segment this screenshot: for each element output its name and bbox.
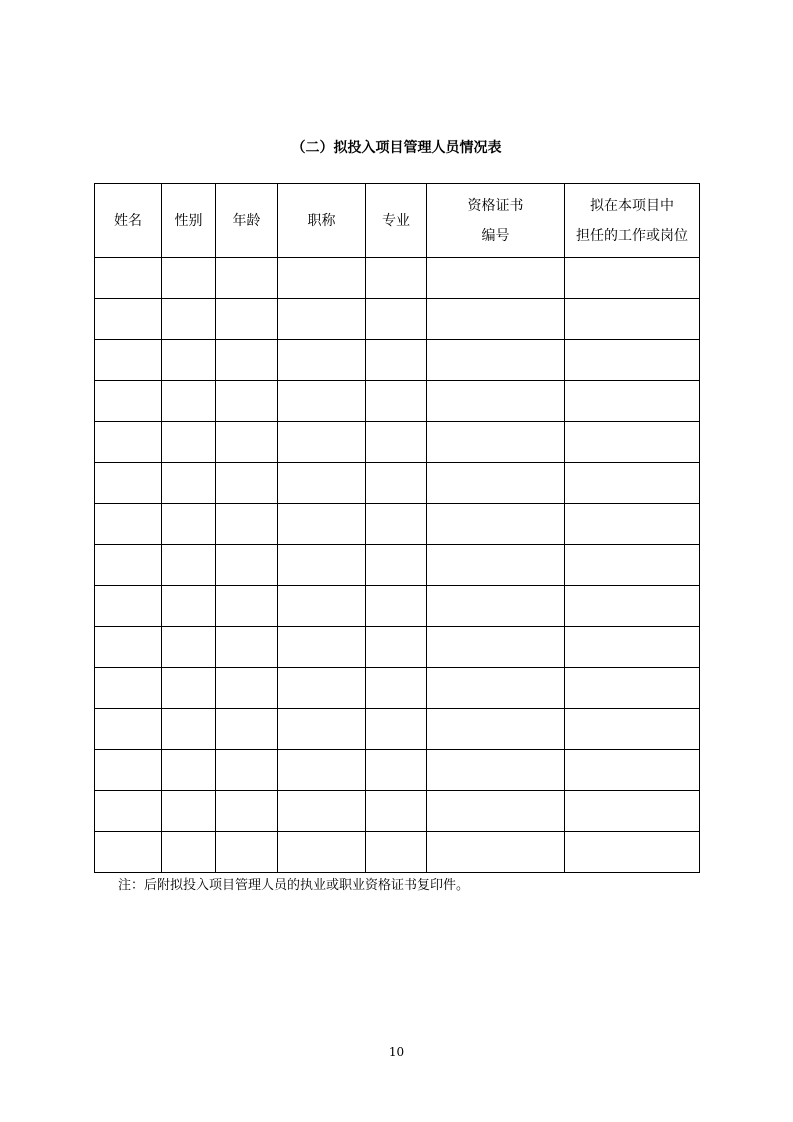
footnote: 注：后附拟投入项目管理人员的执业或职业资格证书复印件。 [118, 878, 470, 893]
table-cell [366, 463, 427, 504]
table-cell [162, 545, 216, 586]
table-cell [95, 668, 162, 709]
table-cell [427, 422, 565, 463]
page-title: （二）拟投入项目管理人员情况表 [291, 140, 502, 156]
table-cell [95, 299, 162, 340]
table-cell [162, 627, 216, 668]
table-cell [366, 504, 427, 545]
table-cell [162, 709, 216, 750]
table-cell [427, 832, 565, 873]
table-row [95, 463, 700, 504]
table-cell [216, 299, 278, 340]
table-row [95, 750, 700, 791]
table-cell [427, 258, 565, 299]
table-cell [565, 340, 700, 381]
table-cell [162, 422, 216, 463]
table-row [95, 422, 700, 463]
table-row [95, 504, 700, 545]
table-cell [278, 545, 366, 586]
table-cell [427, 627, 565, 668]
table-cell [95, 381, 162, 422]
table-cell [95, 545, 162, 586]
header-label: 年龄 [232, 212, 261, 229]
table-cell [565, 709, 700, 750]
table-cell [216, 463, 278, 504]
header-title [278, 184, 366, 258]
table-cell [427, 668, 565, 709]
table-cell [216, 791, 278, 832]
table-cell [366, 340, 427, 381]
table-cell [162, 340, 216, 381]
table-row [95, 340, 700, 381]
table-cell [95, 258, 162, 299]
table-cell [565, 627, 700, 668]
table-cell [366, 381, 427, 422]
table-cell [278, 422, 366, 463]
table-cell [162, 668, 216, 709]
table-cell [427, 340, 565, 381]
table-cell [95, 340, 162, 381]
header-label-line1: 拟在本项目中 [590, 197, 674, 214]
header-age [216, 184, 278, 258]
header-label-line1: 资格证书 [467, 197, 524, 214]
table-cell [427, 381, 565, 422]
table-cell [278, 340, 366, 381]
table-cell [216, 340, 278, 381]
table-row [95, 299, 700, 340]
header-label: 专业 [382, 212, 410, 229]
table-cell [162, 299, 216, 340]
header-label: 性别 [174, 212, 203, 229]
header-label: 职称 [307, 212, 336, 229]
table-cell [565, 586, 700, 627]
table-cell [162, 463, 216, 504]
table-cell [278, 750, 366, 791]
table-cell [216, 709, 278, 750]
table-row [95, 627, 700, 668]
table-cell [427, 504, 565, 545]
table-cell [216, 750, 278, 791]
table-cell [366, 627, 427, 668]
table-cell [162, 586, 216, 627]
table-cell [366, 586, 427, 627]
table-cell [95, 709, 162, 750]
table-row [95, 668, 700, 709]
table-cell [366, 709, 427, 750]
header-label-line2: 担任的工作或岗位 [576, 227, 688, 244]
header-certificate-number [427, 184, 565, 258]
table-cell [565, 422, 700, 463]
table-cell [366, 258, 427, 299]
table-row [95, 545, 700, 586]
table-cell [95, 750, 162, 791]
table-cell [278, 832, 366, 873]
table-cell [366, 422, 427, 463]
table-cell [216, 381, 278, 422]
table-cell [565, 299, 700, 340]
table-cell [565, 463, 700, 504]
table-cell [162, 791, 216, 832]
table-cell [565, 668, 700, 709]
table-cell [427, 545, 565, 586]
table-cell [565, 545, 700, 586]
header-name [95, 184, 162, 258]
table-cell [216, 504, 278, 545]
table-cell [216, 422, 278, 463]
table-row [95, 586, 700, 627]
table-cell [278, 668, 366, 709]
table-header-row [95, 184, 700, 258]
table-row [95, 832, 700, 873]
table-cell [278, 381, 366, 422]
table-cell [162, 258, 216, 299]
table-row [95, 791, 700, 832]
table-cell [95, 791, 162, 832]
header-label-line2: 编号 [481, 227, 510, 244]
table-cell [427, 299, 565, 340]
table-cell [278, 791, 366, 832]
table-cell [427, 586, 565, 627]
table-row [95, 709, 700, 750]
page-number: 10 [388, 1045, 405, 1059]
table-cell [427, 791, 565, 832]
table-row [95, 381, 700, 422]
table-cell [278, 258, 366, 299]
table-cell [565, 504, 700, 545]
table-cell [162, 381, 216, 422]
header-gender [162, 184, 216, 258]
personnel-table [94, 183, 700, 873]
table-cell [278, 627, 366, 668]
table-cell [565, 258, 700, 299]
table-cell [278, 299, 366, 340]
table-cell [366, 299, 427, 340]
table-cell [278, 504, 366, 545]
table-cell [216, 586, 278, 627]
table-cell [427, 750, 565, 791]
table-cell [366, 545, 427, 586]
table-cell [95, 504, 162, 545]
table-cell [366, 750, 427, 791]
table-cell [278, 709, 366, 750]
table-cell [565, 791, 700, 832]
table-cell [366, 791, 427, 832]
table-cell [565, 832, 700, 873]
table-cell [95, 832, 162, 873]
table-cell [427, 709, 565, 750]
table-row [95, 258, 700, 299]
table-cell [366, 832, 427, 873]
table-cell [216, 258, 278, 299]
table-cell [95, 422, 162, 463]
table-cell [427, 463, 565, 504]
table-cell [278, 586, 366, 627]
table-cell [565, 381, 700, 422]
table-cell [216, 668, 278, 709]
table-cell [565, 750, 700, 791]
header-project-role [565, 184, 700, 258]
table-cell [162, 504, 216, 545]
table-cell [95, 463, 162, 504]
table-cell [278, 463, 366, 504]
table-cell [216, 545, 278, 586]
header-label: 姓名 [114, 212, 142, 229]
table-cell [366, 668, 427, 709]
table-cell [95, 627, 162, 668]
table-cell [162, 750, 216, 791]
table-body [95, 258, 700, 873]
header-major [366, 184, 427, 258]
table-cell [95, 586, 162, 627]
table-cell [216, 627, 278, 668]
table-cell [162, 832, 216, 873]
table-cell [216, 832, 278, 873]
